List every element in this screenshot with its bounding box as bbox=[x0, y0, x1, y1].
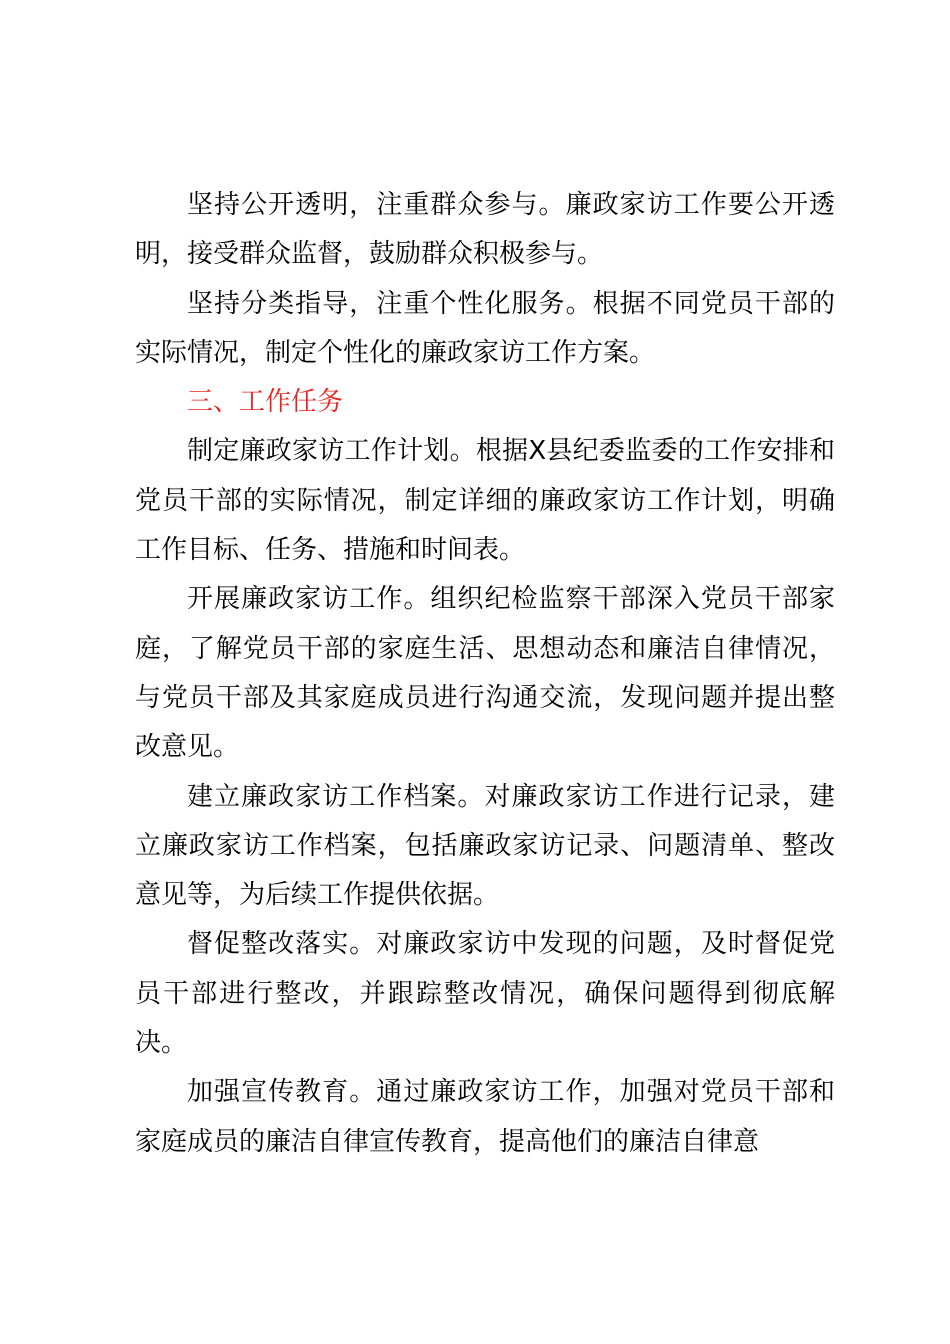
paragraph-archives: 建立廉政家访工作档案。对廉政家访工作进行记录，建立廉政家访工作档案，包括廉政家访记录、问题清单、整改意见等，为后续工作提供依据。 bbox=[135, 781, 835, 911]
paragraph-classified-guidance: 坚持分类指导，注重个性化服务。根据不同党员干部的实际情况，制定个性化的廉政家访工作方案。 bbox=[135, 288, 835, 368]
paragraph-home-visits: 开展廉政家访工作。组织纪检监察干部深入党员干部家庭，了解党员干部的家庭生活、思想动态和廉洁自律情况，与党员干部及其家庭成员进行沟通交流，发现问题并提出整改意见。 bbox=[135, 584, 835, 763]
paragraph-openness: 坚持公开透明，注重群众参与。廉政家访工作要公开透明，接受群众监督，鼓励群众积极参与。 bbox=[135, 190, 835, 270]
paragraph-publicity-education: 加强宣传教育。通过廉政家访工作，加强对党员干部和家庭成员的廉洁自律宣传教育，提高他们的廉洁自律意 bbox=[135, 1077, 835, 1157]
section-heading-tasks: 三、工作任务 bbox=[187, 387, 344, 418]
document-body bbox=[135, 181, 835, 1167]
paragraph-rectification: 督促整改落实。对廉政家访中发现的问题，及时督促党员干部进行整改，并跟踪整改情况，确保问题得到彻底解决。 bbox=[135, 929, 835, 1059]
paragraph-work-plan: 制定廉政家访工作计划。根据X县纪委监委的工作安排和党员干部的实际情况，制定详细的廉政家访工作计划，明确工作目标、任务、措施和时间表。 bbox=[135, 436, 835, 566]
